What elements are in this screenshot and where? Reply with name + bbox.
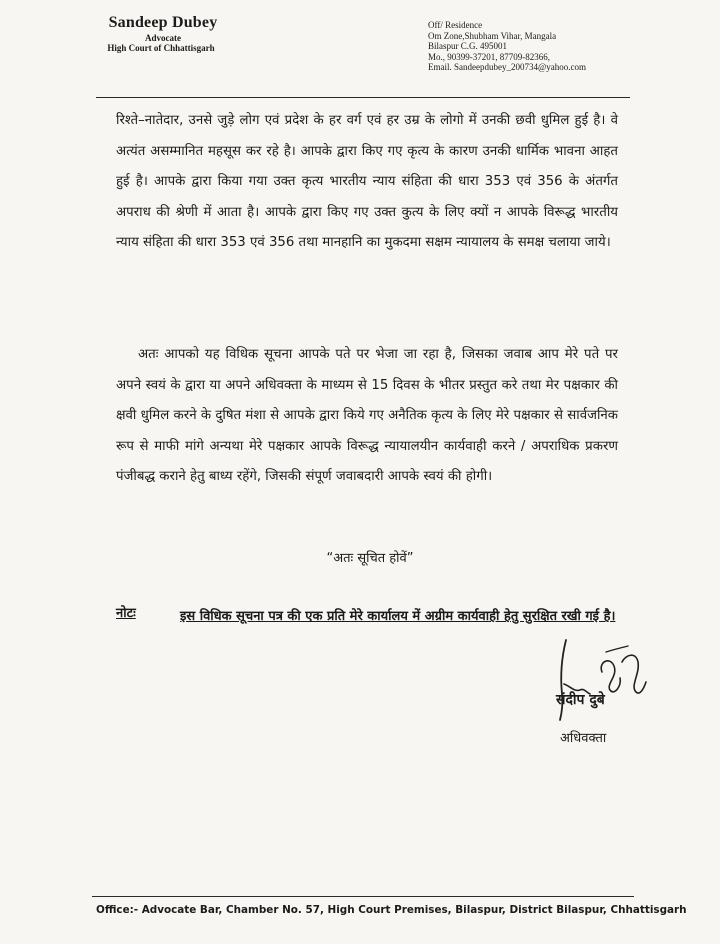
closing-line <box>0 548 720 566</box>
advocate-title: Advocate <box>145 33 181 43</box>
closing-text: “अतः सूचित होवें” <box>326 551 414 566</box>
note-text: इस विधिक सूचना पत्र की एक प्रति मेरे कार्यालय में अग्रीम कार्यवाही हेतु सुरक्षित रखी गई है। <box>180 609 616 624</box>
address-line: Om Zone,Shubham Vihar, Mangala <box>428 30 557 41</box>
address-line: Bilaspur C.G. 495001 <box>428 41 508 52</box>
court-name: High Court of Chhattisgarh <box>107 43 215 53</box>
office-footer: Office:- Advocate Bar, Chamber No. 57, High Court Premises, Bilaspur, District Bilaspur, Chhattisgarh <box>96 904 687 916</box>
letterhead-left <box>98 14 228 53</box>
address-line: Off/ Residence <box>428 20 483 30</box>
signatory-name: संदीप दुबे <box>556 692 605 708</box>
advocate-name: Sandeep Dubey <box>108 14 218 31</box>
note-label: नोटः <box>116 606 136 621</box>
body-paragraph-1: रिश्ते–नातेदार, उनसे जुड़े लोग एवं प्रदेश के हर वर्ग एवं हर उम्र के लोगो में उनकी छवी धुमिल हुई है। वे अत्यंत असम्मानित महसूस कर रहे है। आपके द्वारा किए गए कृत्य के कारण उनकी धार्मिक भावना आहत हुई है। आपके द्वारा किया गया उक्त कृत्य भारतीय न्याय संहिता की धारा 353 एवं 356 के अंतर्गत अपराध की श्रेणी में आता है। आपके द्वारा किए गए उक्त कुत्य के लिए क्यों न आपके विरूद्ध भारतीय न्याय संहिता की धारा 353 एवं 356 तथा मानहानि का मुकदमा सक्षम न्यायालय के समक्ष चलाया जाये। <box>116 113 618 250</box>
phone-line: Mo., 90399-37201, 87709-82366, <box>428 51 550 62</box>
signatory-title: अधिवक्ता <box>560 731 607 746</box>
header-divider <box>96 97 630 98</box>
email-line: Email. Sandeepdubey_200734@yahoo.com <box>428 62 587 73</box>
body-paragraph-2: अतः आपको यह विधिक सूचना आपके पते पर भेजा जा रहा है, जिसका जवाब आप मेरे पते पर अपने स्वयं के द्वारा या अपने अधिवक्ता के माध्यम से 15 दिवस के भीतर प्रस्तुत करे तथा मेर पक्षकार की क्षवी धुमिल करने के दुषित मंशा से आपके द्वारा किये गए अनैतिक कृत्य के लिए मेरे पक्षकार से सार्वजनिक रूप से माफी मांगे अन्यथा मेरे पक्षकार आपके विरूद्ध न्यायालयीन कार्यवाही करने / अपराधिक प्रकरण पंजीबद्ध कराने हेतु बाध्य रहेंगे, जिसकी संपूर्ण जवाबदारी आपके स्वयं की होगी। <box>116 347 618 484</box>
letterhead-address <box>428 20 586 73</box>
footer-divider <box>92 896 634 897</box>
